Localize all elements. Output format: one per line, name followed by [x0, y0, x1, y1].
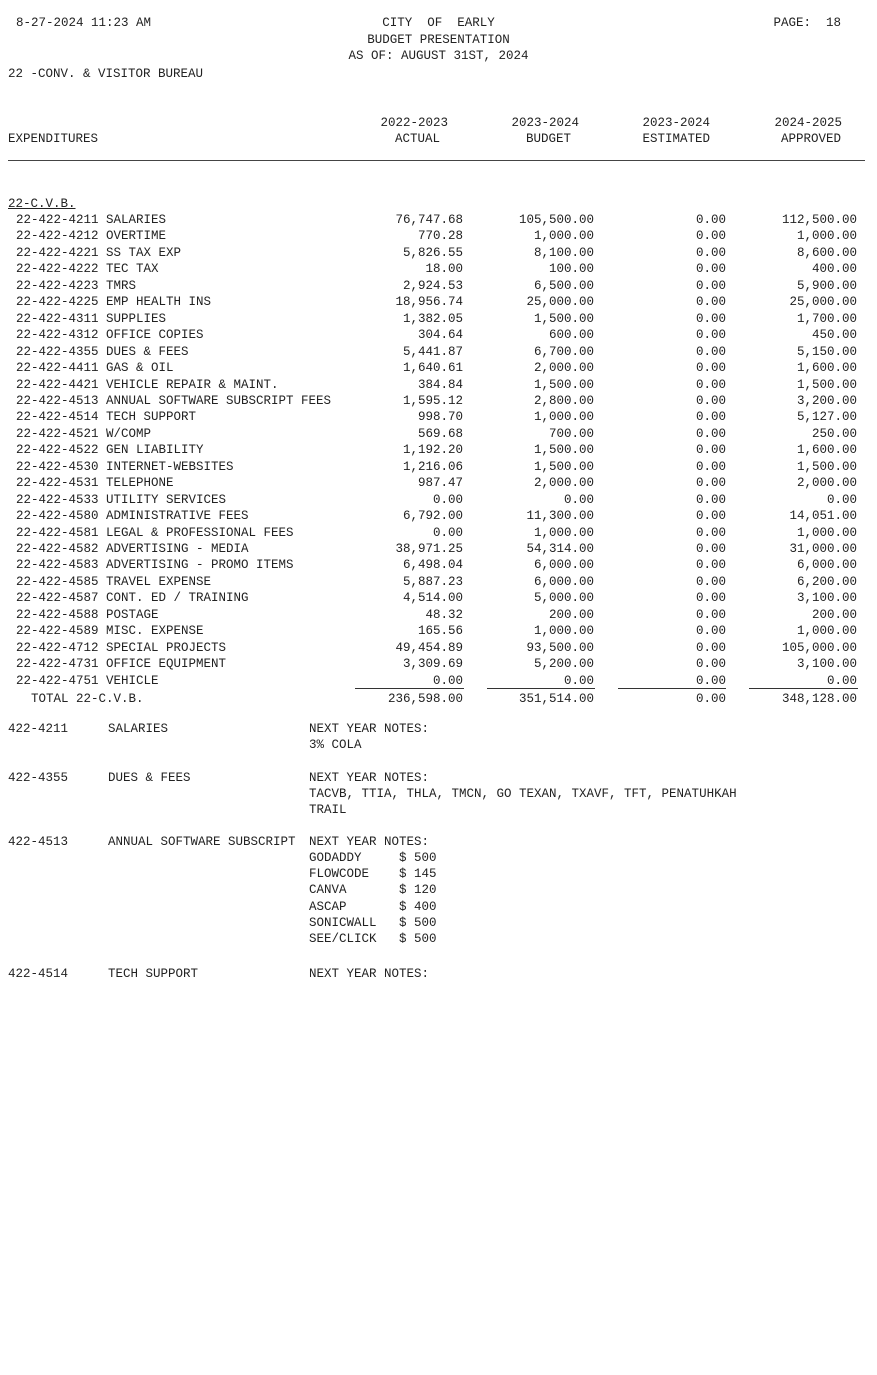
row-approved-value: 6,200.00	[796, 575, 857, 589]
row-account-label: 22-422-4589 MISC. EXPENSE	[16, 624, 204, 638]
row-estimated-value: 0.00	[695, 262, 726, 276]
total-underline	[355, 688, 464, 689]
row-account-label: 22-422-4588 POSTAGE	[16, 608, 159, 622]
row-actual-value: 6,792.00	[402, 509, 463, 523]
row-budget-value: 8,100.00	[533, 246, 594, 260]
table-row	[0, 261, 877, 277]
row-approved-value: 0.00	[826, 493, 857, 507]
department-name: 22 -CONV. & VISITOR BUREAU	[8, 67, 204, 81]
note-code: 422-4211	[8, 722, 69, 736]
row-approved-value: 1,000.00	[796, 526, 857, 540]
table-row	[0, 426, 877, 442]
note-line: SONICWALL $ 500	[309, 915, 437, 930]
note-code: 422-4355	[8, 771, 69, 785]
row-estimated-value: 0.00	[695, 328, 726, 342]
row-approved-value: 400.00	[811, 262, 857, 276]
table-row	[0, 640, 877, 656]
row-account-label: 22-422-4583 ADVERTISING - PROMO ITEMS	[16, 558, 294, 572]
table-row	[0, 344, 877, 360]
row-budget-value: 700.00	[548, 427, 594, 441]
row-account-label: 22-422-4225 EMP HEALTH INS	[16, 295, 212, 309]
table-row	[0, 409, 877, 425]
total-estimated-value: 0.00	[695, 692, 726, 706]
table-row	[0, 590, 877, 606]
table-row	[0, 525, 877, 541]
row-actual-value: 1,216.06	[402, 460, 463, 474]
row-actual-value: 38,971.25	[395, 542, 463, 556]
row-account-label: 22-422-4582 ADVERTISING - MEDIA	[16, 542, 249, 556]
row-estimated-value: 0.00	[695, 410, 726, 424]
table-row	[0, 228, 877, 244]
row-approved-value: 112,500.00	[781, 213, 857, 227]
row-budget-value: 6,000.00	[533, 558, 594, 572]
row-estimated-value: 0.00	[695, 312, 726, 326]
row-budget-value: 6,700.00	[533, 345, 594, 359]
note-line: TRAIL	[309, 803, 347, 818]
row-estimated-value: 0.00	[695, 493, 726, 507]
row-estimated-value: 0.00	[695, 526, 726, 540]
row-approved-value: 31,000.00	[789, 542, 857, 556]
note-account-name: ANNUAL SOFTWARE SUBSCRIPT	[108, 835, 296, 849]
table-row	[0, 278, 877, 294]
row-actual-value: 1,382.05	[402, 312, 463, 326]
row-budget-value: 2,000.00	[533, 361, 594, 375]
row-estimated-value: 0.00	[695, 608, 726, 622]
table-row	[0, 327, 877, 343]
table-row	[0, 557, 877, 573]
row-approved-value: 6,000.00	[796, 558, 857, 572]
total-budget-value: 351,514.00	[518, 692, 594, 706]
table-row	[0, 656, 877, 672]
row-actual-value: 5,441.87	[402, 345, 463, 359]
column-type-approved: APPROVED	[780, 132, 841, 146]
row-budget-value: 25,000.00	[526, 295, 594, 309]
note-code: 422-4514	[8, 967, 69, 981]
row-approved-value: 3,100.00	[796, 591, 857, 605]
total-underline	[487, 688, 595, 689]
row-actual-value: 1,640.61	[402, 361, 463, 375]
row-account-label: 22-422-4421 VEHICLE REPAIR & MAINT.	[16, 378, 279, 392]
row-actual-value: 2,924.53	[402, 279, 463, 293]
row-approved-value: 105,000.00	[781, 641, 857, 655]
column-type-budget: BUDGET	[525, 132, 571, 146]
row-estimated-value: 0.00	[695, 378, 726, 392]
note-heading: NEXT YEAR NOTES:	[309, 967, 430, 981]
row-account-label: 22-422-4521 W/COMP	[16, 427, 152, 441]
row-actual-value: 1,595.12	[402, 394, 463, 408]
row-actual-value: 5,887.23	[402, 575, 463, 589]
row-actual-value: 0.00	[432, 674, 463, 688]
row-estimated-value: 0.00	[695, 345, 726, 359]
row-actual-value: 165.56	[417, 624, 463, 638]
section-label: 22-C.V.B.	[8, 197, 76, 211]
row-account-label: 22-422-4211 SALARIES	[16, 213, 167, 227]
row-account-label: 22-422-4311 SUPPLIES	[16, 312, 167, 326]
note-account-name: DUES & FEES	[108, 771, 191, 785]
row-account-label: 22-422-4312 OFFICE COPIES	[16, 328, 204, 342]
row-actual-value: 18.00	[425, 262, 463, 276]
row-estimated-value: 0.00	[695, 575, 726, 589]
note-code: 422-4513	[8, 835, 69, 849]
row-estimated-value: 0.00	[695, 361, 726, 375]
row-account-label: 22-422-4751 VEHICLE	[16, 674, 159, 688]
note-heading: NEXT YEAR NOTES:	[309, 771, 430, 785]
table-row	[0, 459, 877, 475]
row-account-label: 22-422-4587 CONT. ED / TRAINING	[16, 591, 249, 605]
row-estimated-value: 0.00	[695, 443, 726, 457]
row-approved-value: 1,700.00	[796, 312, 857, 326]
row-account-label: 22-422-4221 SS TAX EXP	[16, 246, 182, 260]
row-account-label: 22-422-4355 DUES & FEES	[16, 345, 189, 359]
row-budget-value: 1,500.00	[533, 378, 594, 392]
table-row	[0, 442, 877, 458]
row-actual-value: 4,514.00	[402, 591, 463, 605]
note-line: 3% COLA	[309, 738, 362, 752]
table-row	[0, 574, 877, 590]
row-account-label: 22-422-4731 OFFICE EQUIPMENT	[16, 657, 227, 671]
column-type-estimated: ESTIMATED	[642, 132, 710, 146]
row-account-label: 22-422-4513 ANNUAL SOFTWARE SUBSCRIPT FEES	[16, 394, 332, 408]
row-approved-value: 1,600.00	[796, 361, 857, 375]
row-approved-value: 450.00	[811, 328, 857, 342]
row-approved-value: 1,000.00	[796, 624, 857, 638]
row-approved-value: 200.00	[811, 608, 857, 622]
row-budget-value: 11,300.00	[526, 509, 594, 523]
table-row	[0, 475, 877, 491]
row-budget-value: 1,000.00	[533, 229, 594, 243]
report-as-of: AS OF: AUGUST 31ST, 2024	[348, 49, 529, 63]
row-actual-value: 5,826.55	[402, 246, 463, 260]
row-budget-value: 93,500.00	[526, 641, 594, 655]
total-approved-value: 348,128.00	[781, 692, 857, 706]
row-actual-value: 48.32	[425, 608, 463, 622]
table-row	[0, 377, 877, 393]
row-account-label: 22-422-4514 TECH SUPPORT	[16, 410, 197, 424]
row-estimated-value: 0.00	[695, 394, 726, 408]
row-account-label: 22-422-4581 LEGAL & PROFESSIONAL FEES	[16, 526, 294, 540]
total-row	[0, 691, 877, 707]
row-budget-value: 600.00	[548, 328, 594, 342]
column-year-actual: 2022-2023	[380, 116, 448, 130]
row-approved-value: 0.00	[826, 674, 857, 688]
page-number: PAGE: 18	[773, 16, 841, 30]
row-actual-value: 770.28	[417, 229, 463, 243]
row-actual-value: 18,956.74	[395, 295, 463, 309]
row-approved-value: 5,127.00	[796, 410, 857, 424]
row-actual-value: 0.00	[432, 526, 463, 540]
row-account-label: 22-422-4212 OVERTIME	[16, 229, 167, 243]
table-row	[0, 245, 877, 261]
column-label-expenditures: EXPENDITURES	[8, 132, 99, 146]
row-actual-value: 1,192.20	[402, 443, 463, 457]
row-budget-value: 1,000.00	[533, 410, 594, 424]
row-budget-value: 2,000.00	[533, 476, 594, 490]
table-row	[0, 212, 877, 228]
row-approved-value: 1,000.00	[796, 229, 857, 243]
row-approved-value: 25,000.00	[789, 295, 857, 309]
row-estimated-value: 0.00	[695, 657, 726, 671]
note-line: TACVB, TTIA, THLA, TMCN, GO TEXAN, TXAVF, TFT, PENATUHKAH	[309, 787, 737, 801]
note-account-name: TECH SUPPORT	[108, 967, 199, 981]
row-actual-value: 6,498.04	[402, 558, 463, 572]
row-approved-value: 1,500.00	[796, 378, 857, 392]
column-year-budget: 2023-2024	[511, 116, 579, 130]
table-row	[0, 607, 877, 623]
row-budget-value: 200.00	[548, 608, 594, 622]
row-estimated-value: 0.00	[695, 213, 726, 227]
row-actual-value: 3,309.69	[402, 657, 463, 671]
row-estimated-value: 0.00	[695, 427, 726, 441]
row-account-label: 22-422-4223 TMRS	[16, 279, 137, 293]
note-line: GODADDY $ 500	[309, 851, 437, 865]
table-row	[0, 623, 877, 639]
row-account-label: 22-422-4222 TEC TAX	[16, 262, 159, 276]
row-approved-value: 14,051.00	[789, 509, 857, 523]
table-row	[0, 360, 877, 376]
row-account-label: 22-422-4580 ADMINISTRATIVE FEES	[16, 509, 249, 523]
row-budget-value: 6,500.00	[533, 279, 594, 293]
note-line: CANVA $ 120	[309, 883, 437, 898]
column-year-approved: 2024-2025	[774, 116, 842, 130]
column-year-estimated: 2023-2024	[642, 116, 710, 130]
row-account-label: 22-422-4531 TELEPHONE	[16, 476, 174, 490]
row-estimated-value: 0.00	[695, 509, 726, 523]
table-row	[0, 492, 877, 508]
row-estimated-value: 0.00	[695, 542, 726, 556]
row-actual-value: 76,747.68	[395, 213, 463, 227]
row-actual-value: 49,454.89	[395, 641, 463, 655]
report-subtitle: BUDGET PRESENTATION	[367, 33, 510, 47]
row-approved-value: 2,000.00	[796, 476, 857, 490]
row-budget-value: 1,000.00	[533, 624, 594, 638]
row-estimated-value: 0.00	[695, 591, 726, 605]
table-row	[0, 393, 877, 409]
row-approved-value: 1,600.00	[796, 443, 857, 457]
row-account-label: 22-422-4533 UTILITY SERVICES	[16, 493, 227, 507]
row-budget-value: 1,500.00	[533, 443, 594, 457]
row-account-label: 22-422-4585 TRAVEL EXPENSE	[16, 575, 212, 589]
row-approved-value: 1,500.00	[796, 460, 857, 474]
row-estimated-value: 0.00	[695, 476, 726, 490]
row-actual-value: 0.00	[432, 493, 463, 507]
row-actual-value: 987.47	[417, 476, 463, 490]
report-timestamp: 8-27-2024 11:23 AM	[16, 16, 152, 30]
row-budget-value: 5,200.00	[533, 657, 594, 671]
row-approved-value: 3,100.00	[796, 657, 857, 671]
row-budget-value: 0.00	[563, 493, 594, 507]
note-heading: NEXT YEAR NOTES:	[309, 722, 430, 736]
report-title: CITY OF EARLY	[382, 16, 495, 30]
row-budget-value: 1,000.00	[533, 526, 594, 540]
note-line: FLOWCODE $ 145	[309, 867, 437, 882]
row-budget-value: 100.00	[548, 262, 594, 276]
row-estimated-value: 0.00	[695, 624, 726, 638]
row-estimated-value: 0.00	[695, 229, 726, 243]
row-actual-value: 304.64	[417, 328, 463, 342]
row-actual-value: 569.68	[417, 427, 463, 441]
note-heading: NEXT YEAR NOTES:	[309, 835, 430, 849]
table-row	[0, 541, 877, 557]
row-actual-value: 998.70	[417, 410, 463, 424]
total-underline	[618, 688, 726, 689]
row-estimated-value: 0.00	[695, 460, 726, 474]
row-budget-value: 105,500.00	[518, 213, 594, 227]
table-row	[0, 311, 877, 327]
total-actual-value: 236,598.00	[387, 692, 463, 706]
table-row	[0, 673, 877, 689]
total-label: TOTAL 22-C.V.B.	[31, 692, 144, 706]
table-row	[0, 508, 877, 524]
note-line: SEE/CLICK $ 500	[309, 932, 437, 946]
row-estimated-value: 0.00	[695, 641, 726, 655]
row-estimated-value: 0.00	[695, 246, 726, 260]
row-estimated-value: 0.00	[695, 295, 726, 309]
table-row	[0, 294, 877, 310]
row-approved-value: 5,900.00	[796, 279, 857, 293]
row-budget-value: 0.00	[563, 674, 594, 688]
row-account-label: 22-422-4530 INTERNET-WEBSITES	[16, 460, 234, 474]
row-actual-value: 384.84	[417, 378, 463, 392]
row-account-label: 22-422-4522 GEN LIABILITY	[16, 443, 204, 457]
total-underline	[749, 688, 858, 689]
row-estimated-value: 0.00	[695, 674, 726, 688]
header-divider	[8, 160, 865, 161]
column-type-actual: ACTUAL	[394, 132, 440, 146]
row-account-label: 22-422-4411 GAS & OIL	[16, 361, 174, 375]
row-budget-value: 2,800.00	[533, 394, 594, 408]
row-approved-value: 8,600.00	[796, 246, 857, 260]
row-estimated-value: 0.00	[695, 279, 726, 293]
row-account-label: 22-422-4712 SPECIAL PROJECTS	[16, 641, 227, 655]
row-estimated-value: 0.00	[695, 558, 726, 572]
note-account-name: SALARIES	[108, 722, 169, 736]
row-approved-value: 3,200.00	[796, 394, 857, 408]
row-budget-value: 6,000.00	[533, 575, 594, 589]
row-approved-value: 250.00	[811, 427, 857, 441]
row-budget-value: 1,500.00	[533, 312, 594, 326]
row-approved-value: 5,150.00	[796, 345, 857, 359]
note-line: ASCAP $ 400	[309, 899, 437, 914]
row-budget-value: 1,500.00	[533, 460, 594, 474]
row-budget-value: 5,000.00	[533, 591, 594, 605]
row-budget-value: 54,314.00	[526, 542, 594, 556]
